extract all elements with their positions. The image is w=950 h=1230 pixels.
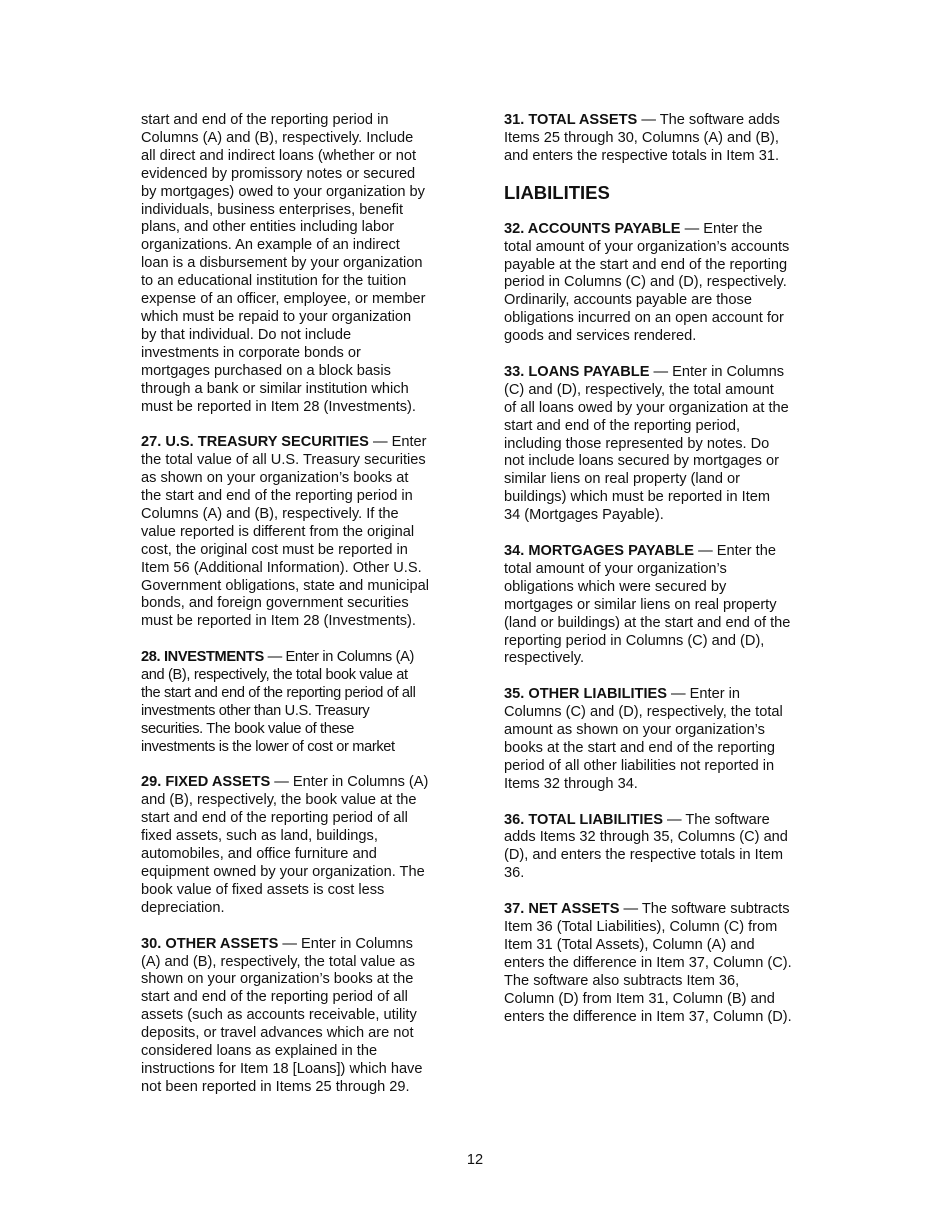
paragraph-line: goods and services rendered. [504, 328, 697, 345]
paragraph-line [141, 774, 453, 792]
paragraph-line: (C) and (D), respectively, the total amount [504, 381, 774, 398]
paragraph-line: respectively. [504, 650, 585, 667]
paragraph-line: investments in corporate bonds or [141, 344, 361, 361]
paragraph-line: Ordinarily, accounts payable are those [504, 292, 752, 309]
paragraph-line: Columns (C) and (D), respectively, the total [504, 704, 783, 721]
left-column [141, 112, 453, 1097]
item-heading-tail: — Enter in Columns [278, 935, 413, 952]
paragraph-line: by mortgages) owed to your organization by [141, 183, 425, 200]
item-heading: 35. OTHER LIABILITIES [504, 686, 667, 703]
paragraph-line: value reported is different from the original [141, 523, 415, 540]
paragraph-line: securities. The book value of these [141, 720, 355, 737]
paragraph-line: Item 36 (Total Liabilities), Column (C) from [504, 918, 778, 935]
paragraph-item-37 [504, 901, 814, 1026]
paragraph-line: including those represented by notes. Do [504, 435, 770, 452]
paragraph-line: evidenced by promissory notes or secured [141, 165, 416, 182]
paragraph-line: buildings) which must be reported in Item [504, 489, 771, 506]
paragraph-line: deposits, or travel advances which are not [141, 1025, 414, 1042]
paragraph-line: enters the difference in Item 37, Column (C). [504, 954, 792, 971]
paragraph-line: mortgages purchased on a block basis [141, 362, 391, 379]
paragraph-line: Item 31 (Total Assets), Column (A) and [504, 936, 755, 953]
paragraph-line: start and end of the reporting period, [504, 417, 741, 434]
item-heading-tail: — Enter in Columns (A) [263, 649, 414, 666]
paragraph-loans-continued [141, 112, 453, 416]
item-heading: 27. U.S. TREASURY SECURITIES [141, 434, 369, 451]
paragraph-line: must be reported in Item 28 (Investments). [141, 398, 416, 415]
paragraph-item-31 [504, 112, 814, 166]
paragraph-line: total amount of your organization’s [504, 560, 727, 577]
paragraph-line: investments other than U.S. Treasury [141, 702, 370, 719]
paragraph-line: organizations. An example of an indirect [141, 237, 400, 254]
item-heading-tail: — Enter [368, 434, 427, 451]
paragraph-line: and enters the respective totals in Item 31. [504, 147, 780, 164]
paragraph-line: considered loans as explained in the [141, 1043, 378, 1060]
paragraph-line: (A) and (B), respectively, the total value as [141, 953, 415, 970]
paragraph-line: start and end of the reporting period of all [141, 989, 408, 1006]
paragraph-item-35 [504, 686, 814, 793]
item-heading: 30. OTHER ASSETS [141, 935, 279, 952]
paragraph-line: to an educational institution for the tuition [141, 273, 407, 290]
paragraph-line: equipment owned by your organization. The [141, 864, 425, 881]
item-heading-tail: — Enter in Columns (A) [270, 774, 429, 791]
paragraph-line: books at the start and end of the reporting [504, 739, 775, 756]
paragraph-line: obligations incurred on an open account for [504, 310, 784, 327]
paragraph-line: investments is the lower of cost or market [141, 738, 395, 755]
paragraph-line [504, 812, 814, 830]
paragraph-line: payable at the start and end of the reporting [504, 256, 788, 273]
paragraph-line [141, 434, 453, 452]
item-heading: 37. NET ASSETS [504, 901, 620, 918]
paragraph-line [504, 221, 814, 239]
paragraph-line [141, 936, 453, 954]
paragraph-line: period of all other liabilities not reported in [504, 757, 775, 774]
paragraph-line: enters the difference in Item 37, Column (D). [504, 1008, 792, 1025]
paragraph-line: start and end of the reporting period in [141, 112, 389, 128]
item-heading: 32. ACCOUNTS PAYABLE [504, 220, 681, 237]
paragraph-line: cost, the original cost must be reported in [141, 541, 408, 558]
paragraph-line [141, 649, 453, 667]
paragraph-line: instructions for Item 18 [Loans]) which have [141, 1060, 423, 1077]
paragraph-line: automobiles, and office furniture and [141, 846, 377, 863]
paragraph-line: the start and end of the reporting period of all [141, 684, 416, 701]
item-heading-tail: — Enter the [680, 220, 763, 237]
paragraph-line: period in Columns (C) and (D), respectively. [504, 274, 787, 291]
paragraph-line: and (B), respectively, the total book value at [141, 667, 408, 684]
item-heading-tail: — Enter in Columns [649, 363, 785, 380]
paragraph-item-32 [504, 221, 814, 346]
paragraph-line [504, 686, 814, 704]
paragraph-line: of all loans owed by your organization at the [504, 399, 789, 416]
paragraph-item-27 [141, 434, 453, 631]
paragraph-line: adds Items 32 through 35, Columns (C) and [504, 829, 788, 846]
item-heading: 28. INVESTMENTS [141, 649, 264, 666]
paragraph-line [504, 364, 814, 382]
paragraph-line: amount as shown on your organization’s [504, 722, 765, 739]
paragraph-line: not include loans secured by mortgages or [504, 453, 780, 470]
section-title-liabilities: LIABILITIES [504, 181, 610, 203]
paragraph-line: start and end of the reporting period of all [141, 810, 408, 827]
paragraph-line [504, 543, 814, 561]
paragraph-line: and (B), respectively, the book value at the [141, 792, 417, 809]
paragraph-item-30 [141, 936, 453, 1097]
item-heading: 36. TOTAL LIABILITIES [504, 811, 663, 828]
paragraph-line: assets (such as accounts receivable, utility [141, 1007, 417, 1024]
right-column [504, 112, 814, 1026]
paragraph-line: reporting period in Columns (C) and (D), [504, 632, 765, 649]
paragraph-line: obligations which were secured by [504, 578, 727, 595]
paragraph-line: which must be repaid to your organization [141, 308, 412, 325]
paragraph-line: all direct and indirect loans (whether or not [141, 147, 416, 164]
paragraph-line: Items 32 through 34. [504, 775, 638, 792]
item-heading-tail: — Enter in [666, 686, 740, 703]
item-heading-tail: — The software [662, 811, 770, 828]
paragraph-line: the total value of all U.S. Treasury securities [141, 452, 426, 469]
paragraph-line: total amount of your organization’s accounts [504, 238, 790, 255]
paragraph-item-28 [141, 649, 453, 756]
paragraph-line: book value of fixed assets is cost less [141, 881, 385, 898]
paragraph-line: 36. [504, 865, 525, 882]
paragraph-line: through a bank or similar institution which [141, 380, 409, 397]
paragraph-line: by that individual. Do not include [141, 326, 352, 343]
paragraph-line: mortgages or similar liens on real property [504, 596, 777, 613]
paragraph-line: depreciation. [141, 899, 225, 916]
paragraph-line: 34 (Mortgages Payable). [504, 507, 664, 524]
paragraph-line: Items 25 through 30, Columns (A) and (B), [504, 129, 779, 146]
paragraph-item-33 [504, 364, 814, 525]
paragraph-line: Columns (A) and (B), respectively. If the [141, 505, 399, 522]
paragraph-item-34 [504, 543, 814, 668]
paragraph-line: Column (D) from Item 31, Column (B) and [504, 990, 775, 1007]
paragraph-line [504, 901, 814, 919]
paragraph-line: shown on your organization’s books at the [141, 971, 414, 988]
item-heading: 33. LOANS PAYABLE [504, 363, 650, 380]
paragraph-line: individuals, business enterprises, benefit [141, 201, 404, 218]
paragraph-line: bonds, and foreign government securities [141, 595, 409, 612]
paragraph-line: Columns (A) and (B), respectively. Include [141, 129, 414, 146]
paragraph-line: fixed assets, such as land, buildings, [141, 828, 378, 845]
paragraph-line: plans, and other entities including labor [141, 219, 395, 236]
item-heading-tail: — The software subtracts [619, 901, 790, 918]
paragraph-line: (D), and enters the respective totals in Item [504, 847, 784, 864]
paragraph-line: as shown on your organization’s books at [141, 470, 409, 487]
item-heading: 31. TOTAL ASSETS [504, 112, 638, 128]
paragraph-line: Government obligations, state and municipal [141, 577, 429, 594]
paragraph-item-29 [141, 774, 453, 917]
paragraph-line: not been reported in Items 25 through 29. [141, 1078, 410, 1095]
paragraph-line [504, 112, 814, 130]
page-number: 12 [466, 1152, 484, 1168]
paragraph-line: loan is a disbursement by your organization [141, 255, 423, 272]
paragraph-line: similar liens on real property (land or [504, 471, 741, 488]
paragraph-line: expense of an officer, employee, or member [141, 291, 426, 308]
item-heading: 29. FIXED ASSETS [141, 774, 271, 791]
paragraph-line: the start and end of the reporting period in [141, 488, 413, 505]
paragraph-line: The software also subtracts Item 36, [504, 972, 740, 989]
paragraph-line: (land or buildings) at the start and end of the [504, 614, 791, 631]
paragraph-line: Item 56 (Additional Information). Other U.S. [141, 559, 422, 576]
paragraph-line: must be reported in Item 28 (Investments). [141, 613, 416, 630]
paragraph-item-36 [504, 812, 814, 884]
item-heading-tail: — The software adds [637, 112, 780, 128]
item-heading-tail: — Enter the [694, 543, 776, 559]
item-heading: 34. MORTGAGES PAYABLE [504, 543, 695, 559]
